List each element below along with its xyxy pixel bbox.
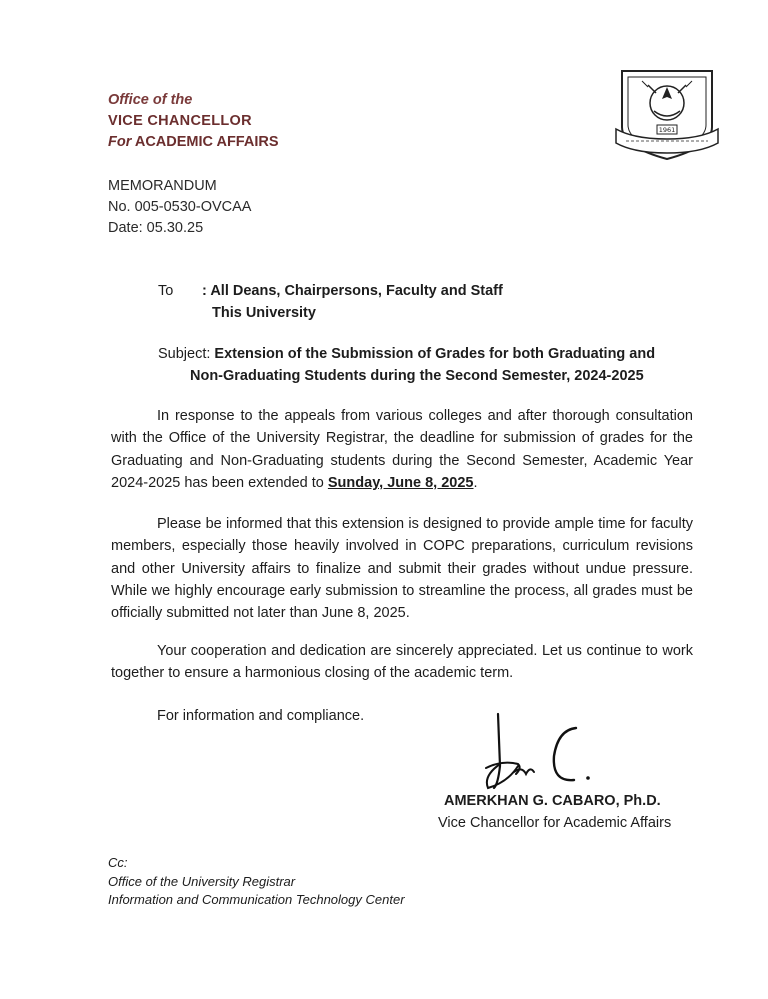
cc-block	[108, 854, 405, 910]
cc-recipient: Office of the University Registrar	[108, 873, 296, 889]
cc-recipient: Information and Communication Technology Center	[108, 892, 405, 907]
p2-text: Please be informed that this extension is designed to provide ample time for faculty members, especially those heavily involved in COPC preparations, curriculum revisions and other University affairs to finalize and submit their grades without undue pressure. While we highly encourage early submission to streamline the process, all grades must be officially submitted not later than June 8, 2025.	[111, 516, 693, 622]
subject-label: Subject:	[158, 346, 215, 362]
to-label: To	[158, 283, 174, 299]
seal-year: 1961	[658, 126, 676, 134]
university-seal-icon	[614, 67, 720, 163]
p1-text: In response to the appeals from various colleges and after thorough consultation with the Office of the University Registrar, the deadline for submission of grades for the Graduating and Non-Graduating students during the Second Semester, Academic Year 2024-2025 has been extended to	[111, 408, 693, 491]
subject-block	[158, 343, 718, 387]
p1-end: .	[473, 474, 478, 491]
subject-line2: Non-Graduating Students during the Second Semester, 2024-2025	[190, 368, 644, 384]
memo-type: MEMORANDUM	[108, 178, 217, 194]
body-paragraph-3	[111, 640, 693, 685]
letterhead-office	[108, 90, 279, 153]
cc-label: Cc:	[108, 855, 128, 870]
p3-text: Your cooperation and dedication are sincerely appreciated. Let us continue to work together to ensure a harmonious closing of the academic term.	[111, 643, 693, 682]
body-paragraph-2	[111, 513, 693, 624]
to-recipients: : All Deans, Chairpersons, Faculty and Staff	[202, 283, 503, 299]
letterhead-line3-prefix: For	[108, 134, 132, 150]
letterhead-line3	[108, 132, 279, 153]
letterhead-line1: Office of the	[108, 92, 193, 108]
signatory-title: Vice Chancellor for Academic Affairs	[438, 815, 672, 831]
letterhead-line2: VICE CHANCELLOR	[108, 113, 252, 129]
to-recipients-line2: This University	[212, 305, 316, 321]
body-paragraph-1	[111, 405, 693, 494]
memo-number: No. 005-0530-OVCAA	[108, 199, 252, 215]
deadline-date: Sunday, June 8, 2025	[327, 474, 474, 491]
memo-header	[108, 176, 251, 239]
body-paragraph-4: For information and compliance.	[157, 708, 365, 724]
memo-date: Date: 05.30.25	[108, 220, 204, 236]
letterhead-line3-rest: ACADEMIC AFFAIRS	[131, 134, 279, 150]
signatory-name: AMERKHAN G. CABARO, Ph.D.	[444, 793, 661, 809]
subject-line1: Extension of the Submission of Grades for both Graduating and	[214, 346, 656, 362]
